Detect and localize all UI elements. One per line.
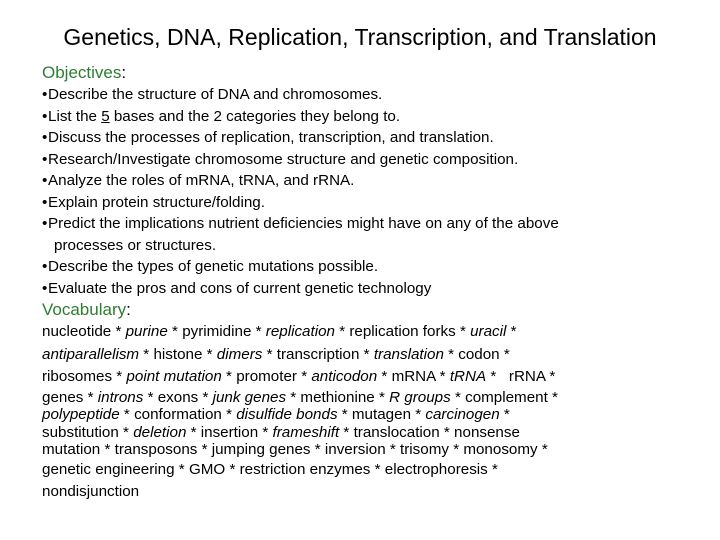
term-separator: *	[202, 345, 217, 363]
bullet-icon: •	[42, 107, 48, 125]
vocabulary-term: substitution	[42, 423, 119, 441]
vocabulary-term: methionine	[300, 388, 375, 406]
objective-text: Research/Investigate chromosome structure and genetic composition.	[48, 150, 519, 168]
vocabulary-term: dimers	[216, 345, 263, 363]
vocabulary-term: point mutation	[126, 368, 222, 385]
vocabulary-term: transcription	[276, 345, 360, 363]
vocabulary-term: mutation	[42, 441, 101, 458]
vocabulary-term: disulfide bonds	[236, 406, 338, 423]
term-separator: *	[359, 345, 374, 363]
vocabulary-label: Vocabulary	[42, 300, 127, 319]
vocabulary-term: genes	[42, 388, 84, 406]
term-separator: *	[112, 368, 127, 385]
vocabulary-line	[42, 389, 692, 407]
bullet-icon: •	[42, 86, 48, 103]
objectives-label: Objectives	[42, 63, 122, 82]
objective-item	[42, 84, 692, 106]
vocabulary-term: carcinogen	[425, 406, 500, 423]
vocabulary-term: junk genes	[212, 388, 287, 406]
term-separator: *	[262, 345, 277, 363]
objective-text: Evaluate the pros and cons of current genetic technology	[48, 279, 432, 297]
term-separator: *	[339, 423, 354, 441]
objective-text: List the	[48, 107, 102, 125]
term-separator: *	[455, 323, 471, 340]
vocabulary-term: pyrimidine	[182, 323, 252, 340]
vocabulary-heading	[42, 299, 692, 321]
term-separator: *	[139, 345, 154, 363]
term-separator: *	[537, 441, 548, 458]
objective-text: Discuss the processes of replication, transcription, and translation.	[48, 129, 494, 146]
vocabulary-line	[42, 321, 692, 344]
vocabulary-term: nucleotide	[42, 323, 112, 340]
objective-item	[42, 213, 692, 235]
vocabulary-term: polypeptide	[42, 406, 120, 423]
term-separator: *	[435, 368, 450, 385]
slide-body	[42, 62, 692, 504]
vocabulary-term: rRNA	[500, 368, 546, 385]
vocabulary-term: promoter	[236, 368, 297, 385]
vocabulary-term: insertion	[200, 423, 259, 441]
objective-item	[42, 149, 692, 171]
bullet-icon: •	[42, 193, 48, 211]
term-separator: *	[197, 441, 212, 458]
vocabulary-term: GMO	[188, 460, 226, 478]
term-separator: *	[111, 323, 126, 340]
vocabulary-term: R groups	[389, 388, 451, 406]
vocabulary-term: mRNA	[391, 368, 436, 385]
objective-underlined: 5	[101, 107, 110, 125]
objectives-colon: :	[121, 63, 127, 82]
term-separator: *	[439, 423, 455, 441]
vocabulary-term: restriction enzymes	[239, 460, 371, 478]
vocabulary-term: purine	[125, 323, 168, 340]
vocabulary-line	[42, 344, 692, 367]
bullet-icon: •	[42, 279, 48, 297]
vocabulary-term: replication	[265, 323, 335, 340]
vocabulary-term: deletion	[133, 423, 187, 441]
vocabulary-term: codon	[458, 345, 500, 363]
bullet-icon: •	[42, 258, 48, 275]
vocabulary-term: translocation	[353, 423, 440, 441]
vocabulary-term: ribosomes	[42, 368, 113, 385]
term-separator: *	[186, 423, 201, 441]
vocabulary-term: translation	[373, 345, 444, 363]
term-separator: *	[310, 441, 325, 458]
vocabulary-term: frameshift	[272, 423, 340, 441]
term-separator: *	[83, 388, 98, 406]
objectives-list	[42, 84, 692, 299]
term-separator: *	[486, 368, 501, 385]
objectives-heading	[42, 62, 692, 84]
objective-item	[42, 256, 692, 278]
vocabulary-line	[42, 459, 692, 482]
bullet-icon: •	[42, 150, 48, 168]
vocabulary-terms	[42, 321, 692, 504]
term-separator: *	[499, 406, 510, 423]
vocabulary-term: electrophoresis	[384, 460, 488, 478]
vocabulary-term: transposons	[114, 441, 198, 458]
vocabulary-term: nonsense	[454, 423, 520, 441]
vocabulary-term: conformation	[134, 406, 222, 423]
bullet-icon: •	[42, 129, 48, 146]
vocabulary-term: histone	[153, 345, 203, 363]
term-separator: *	[225, 460, 240, 478]
term-separator: *	[100, 441, 115, 458]
vocabulary-term: mutagen	[351, 406, 412, 423]
objective-text: Describe the structure of DNA and chromosomes.	[48, 86, 383, 103]
bullet-icon: •	[42, 215, 48, 232]
vocabulary-term: antiparallelism	[42, 345, 140, 363]
vocabulary-term: nondisjunction	[42, 483, 140, 500]
vocabulary-term: introns	[97, 388, 144, 406]
term-separator: *	[506, 323, 517, 340]
objective-item	[42, 106, 692, 128]
term-separator: *	[450, 388, 466, 406]
vocabulary-term: uracil	[470, 323, 507, 340]
term-separator: *	[487, 460, 498, 478]
term-separator: *	[296, 368, 312, 385]
term-separator: *	[119, 406, 135, 423]
objective-text: Explain protein structure/folding.	[48, 193, 265, 211]
vocabulary-term: anticodon	[311, 368, 378, 385]
term-separator: *	[286, 388, 301, 406]
vocabulary-term: complement	[465, 388, 548, 406]
term-separator: *	[385, 441, 401, 458]
term-separator: *	[221, 368, 237, 385]
objective-item	[42, 127, 692, 149]
objective-text: Analyze the roles of mRNA, tRNA, and rRNA.	[48, 172, 355, 189]
term-separator: *	[377, 368, 392, 385]
term-separator: *	[167, 323, 183, 340]
vocabulary-term: exons	[157, 388, 199, 406]
term-separator: *	[448, 441, 464, 458]
term-separator: *	[258, 423, 273, 441]
term-separator: *	[251, 323, 266, 340]
objective-item	[42, 235, 692, 257]
term-separator: *	[370, 460, 385, 478]
vocabulary-line	[42, 441, 692, 459]
vocabulary-colon: :	[126, 300, 131, 319]
objective-text-end: bases and the 2 categories they belong to.	[109, 107, 401, 125]
objective-item	[42, 192, 692, 214]
term-separator: *	[143, 388, 158, 406]
slide-title: Genetics, DNA, Replication, Transcription, and Translation	[63, 24, 657, 50]
term-separator: *	[198, 388, 213, 406]
term-separator: *	[547, 388, 558, 406]
vocabulary-line	[42, 366, 692, 389]
term-separator: *	[443, 345, 459, 363]
term-separator: *	[335, 323, 350, 340]
vocabulary-term: tRNA	[449, 368, 487, 385]
objective-item	[42, 170, 692, 192]
objective-text: processes or structures.	[54, 236, 217, 254]
term-separator: *	[118, 423, 134, 441]
term-separator: *	[499, 345, 510, 363]
vocabulary-term: jumping genes	[211, 441, 311, 458]
vocabulary-term: genetic engineering	[42, 460, 175, 478]
bullet-icon: •	[42, 172, 48, 189]
term-separator: *	[411, 406, 426, 423]
objective-text: Predict the implications nutrient deficiencies might have on any of the above	[48, 215, 559, 232]
objective-item	[42, 278, 692, 300]
term-separator: *	[374, 388, 390, 406]
vocabulary-term: inversion	[324, 441, 386, 458]
objective-text: Describe the types of genetic mutations possible.	[48, 258, 379, 275]
term-separator: *	[545, 368, 556, 385]
term-separator: *	[221, 406, 237, 423]
vocabulary-line	[42, 406, 692, 424]
vocabulary-term: monosomy	[463, 441, 538, 458]
vocabulary-term: replication forks	[349, 323, 456, 340]
vocabulary-line	[42, 424, 692, 442]
vocabulary-line	[42, 481, 692, 504]
vocabulary-term: trisomy	[400, 441, 449, 458]
term-separator: *	[337, 406, 352, 423]
term-separator: *	[174, 460, 189, 478]
